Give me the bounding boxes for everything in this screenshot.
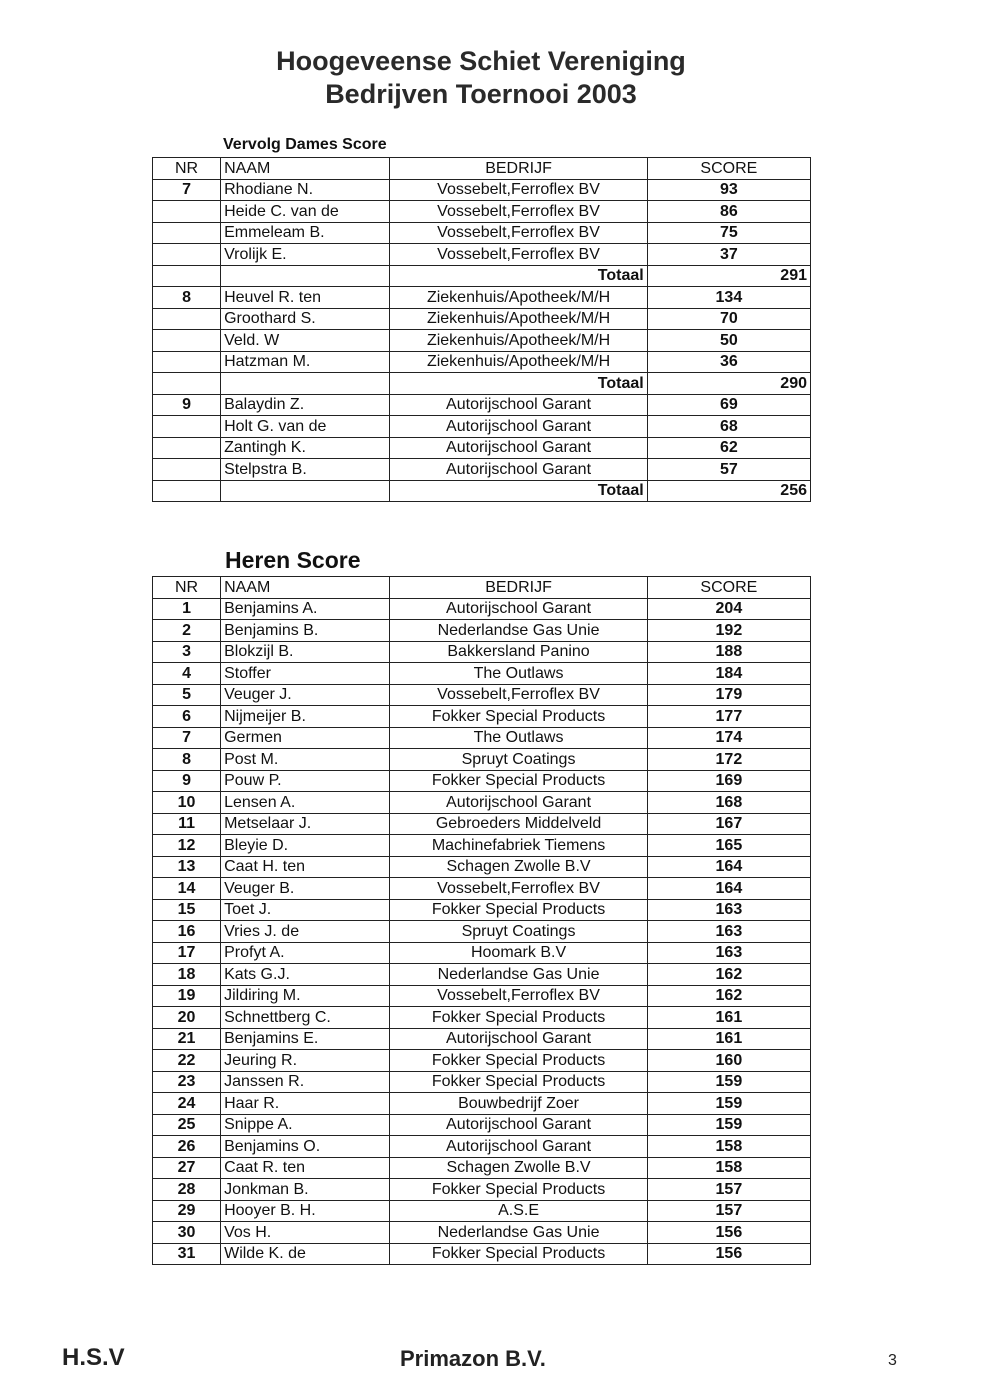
score-cell: 184 [647,663,810,685]
nr-cell: 9 [153,394,221,416]
title-club-name: Hoogeveense Schiet Vereniging [276,46,686,76]
nr-cell: 27 [153,1157,221,1179]
bedrijf-cell: Autorijschool Garant [390,416,647,438]
naam-cell: Caat H. ten [221,856,390,878]
table-row [153,1243,811,1265]
column-header-bedrijf: BEDRIJF [390,158,647,180]
naam-cell: Kats G.J. [221,964,390,986]
bedrijf-cell: Hoomark B.V [390,942,647,964]
bedrijf-cell: Ziekenhuis/Apotheek/M/H [390,351,647,373]
naam-cell: Jeuring R. [221,1050,390,1072]
bedrijf-cell: Schagen Zwolle B.V [390,1157,647,1179]
nr-cell: 1 [153,598,221,620]
table-row [153,749,811,771]
nr-cell: 31 [153,1243,221,1265]
table-row [153,244,811,266]
score-cell: 160 [647,1050,810,1072]
bedrijf-cell: Autorijschool Garant [390,394,647,416]
score-cell: 159 [647,1093,810,1115]
score-cell: 174 [647,727,810,749]
table-row [153,964,811,986]
table-row [153,1007,811,1029]
score-cell: 156 [647,1222,810,1244]
score-cell: 86 [647,201,810,223]
score-cell: 167 [647,813,810,835]
nr-cell: 30 [153,1222,221,1244]
document-title [0,45,962,111]
score-cell: 165 [647,835,810,857]
bedrijf-cell: Ziekenhuis/Apotheek/M/H [390,308,647,330]
score-cell: 37 [647,244,810,266]
naam-cell: Veuger J. [221,684,390,706]
table-row [153,835,811,857]
nr-cell: 7 [153,179,221,201]
column-header-score: SCORE [647,577,810,599]
score-cell: 162 [647,985,810,1007]
table-row [153,459,811,481]
heren-table-body [153,598,811,1265]
team-total-row [153,480,811,502]
bedrijf-cell: Fokker Special Products [390,1007,647,1029]
score-cell: 169 [647,770,810,792]
table-row [153,985,811,1007]
nr-cell [153,308,221,330]
table-row [153,663,811,685]
score-cell: 163 [647,942,810,964]
table-row [153,222,811,244]
bedrijf-cell: Fokker Special Products [390,899,647,921]
dames-score-table [152,157,811,502]
nr-cell: 9 [153,770,221,792]
score-cell: 36 [647,351,810,373]
naam-cell: Veuger B. [221,878,390,900]
table-row [153,201,811,223]
table-row [153,942,811,964]
nr-cell [153,373,221,395]
naam-cell: Vrolijk E. [221,244,390,266]
naam-cell: Blokzijl B. [221,641,390,663]
table-row [153,351,811,373]
score-cell: 162 [647,964,810,986]
team-total-row [153,373,811,395]
naam-cell: Pouw P. [221,770,390,792]
table-row [153,1050,811,1072]
naam-cell: Hatzman M. [221,351,390,373]
nr-cell [153,416,221,438]
score-cell: 159 [647,1071,810,1093]
nr-cell: 5 [153,684,221,706]
bedrijf-cell: Autorijschool Garant [390,1028,647,1050]
table-row [153,620,811,642]
naam-cell [221,265,390,287]
table-row [153,598,811,620]
column-header-nr: NR [153,577,221,599]
table-row [153,684,811,706]
score-cell: 164 [647,878,810,900]
bedrijf-cell: Autorijschool Garant [390,598,647,620]
table-row [153,1071,811,1093]
bedrijf-cell: Vossebelt,Ferroflex BV [390,222,647,244]
score-cell: 161 [647,1028,810,1050]
table-row [153,856,811,878]
title-tournament: Bedrijven Toernooi 2003 [325,79,637,109]
nr-cell: 15 [153,899,221,921]
column-header-naam: NAAM [221,577,390,599]
nr-cell: 16 [153,921,221,943]
score-cell: 163 [647,921,810,943]
bedrijf-cell: Autorijschool Garant [390,1136,647,1158]
table-row [153,792,811,814]
nr-cell: 19 [153,985,221,1007]
naam-cell: Lensen A. [221,792,390,814]
score-cell: 62 [647,437,810,459]
bedrijf-cell: Nederlandse Gas Unie [390,1222,647,1244]
naam-cell: Stelpstra B. [221,459,390,481]
naam-cell: Jildiring M. [221,985,390,1007]
column-header-nr: NR [153,158,221,180]
table-row [153,813,811,835]
nr-cell: 8 [153,749,221,771]
bedrijf-cell: Autorijschool Garant [390,792,647,814]
score-cell: 204 [647,598,810,620]
score-cell: 75 [647,222,810,244]
footer-club-abbreviation: H.S.V [62,1344,125,1371]
nr-cell: 25 [153,1114,221,1136]
nr-cell: 6 [153,706,221,728]
nr-cell [153,351,221,373]
bedrijf-cell: Spruyt Coatings [390,749,647,771]
bedrijf-cell: Vossebelt,Ferroflex BV [390,985,647,1007]
bedrijf-cell: Fokker Special Products [390,1050,647,1072]
dames-table-body [153,179,811,502]
naam-cell: Groothard S. [221,308,390,330]
nr-cell: 21 [153,1028,221,1050]
column-header-naam: NAAM [221,158,390,180]
nr-cell [153,437,221,459]
table-row [153,394,811,416]
nr-cell: 23 [153,1071,221,1093]
table-row [153,1200,811,1222]
score-cell: 188 [647,641,810,663]
score-cell: 156 [647,1243,810,1265]
table-row [153,416,811,438]
naam-cell: Vries J. de [221,921,390,943]
table-row [153,641,811,663]
naam-cell: Nijmeijer B. [221,706,390,728]
table-row [153,727,811,749]
nr-cell [153,201,221,223]
naam-cell: Balaydin Z. [221,394,390,416]
score-cell: 93 [647,179,810,201]
score-cell: 172 [647,749,810,771]
bedrijf-cell: Machinefabriek Tiemens [390,835,647,857]
bedrijf-cell: Fokker Special Products [390,1071,647,1093]
footer-sponsor: Primazon B.V. [400,1346,546,1371]
heren-section-label: Heren Score [225,547,361,573]
naam-cell: Stoffer [221,663,390,685]
bedrijf-cell: Ziekenhuis/Apotheek/M/H [390,330,647,352]
naam-cell: Zantingh K. [221,437,390,459]
heren-score-table [152,576,811,1265]
table-header-row [153,577,811,599]
naam-cell: Haar R. [221,1093,390,1115]
table-row [153,1157,811,1179]
team-total-row [153,265,811,287]
team-total-value: 291 [647,265,810,287]
team-total-value: 290 [647,373,810,395]
table-row [153,330,811,352]
naam-cell: Benjamins A. [221,598,390,620]
naam-cell: Vos H. [221,1222,390,1244]
score-cell: 134 [647,287,810,309]
nr-cell: 7 [153,727,221,749]
bedrijf-cell: Vossebelt,Ferroflex BV [390,201,647,223]
score-cell: 68 [647,416,810,438]
nr-cell: 12 [153,835,221,857]
score-cell: 57 [647,459,810,481]
score-cell: 179 [647,684,810,706]
bedrijf-cell: Autorijschool Garant [390,1114,647,1136]
table-row [153,706,811,728]
bedrijf-cell: The Outlaws [390,727,647,749]
nr-cell [153,244,221,266]
bedrijf-cell: Autorijschool Garant [390,459,647,481]
score-cell: 163 [647,899,810,921]
naam-cell: Emmeleam B. [221,222,390,244]
table-row [153,770,811,792]
bedrijf-cell: Fokker Special Products [390,1243,647,1265]
score-cell: 164 [647,856,810,878]
nr-cell: 8 [153,287,221,309]
nr-cell [153,480,221,502]
score-cell: 69 [647,394,810,416]
naam-cell: Holt G. van de [221,416,390,438]
naam-cell: Snippe A. [221,1114,390,1136]
naam-cell [221,373,390,395]
nr-cell [153,265,221,287]
naam-cell: Hooyer B. H. [221,1200,390,1222]
table-row [153,921,811,943]
score-cell: 70 [647,308,810,330]
table-row [153,1136,811,1158]
naam-cell: Germen [221,727,390,749]
team-total-value: 256 [647,480,810,502]
nr-cell: 29 [153,1200,221,1222]
naam-cell: Caat R. ten [221,1157,390,1179]
nr-cell: 26 [153,1136,221,1158]
score-cell: 168 [647,792,810,814]
table-row [153,179,811,201]
naam-cell: Veld. W [221,330,390,352]
naam-cell: Profyt A. [221,942,390,964]
nr-cell: 22 [153,1050,221,1072]
naam-cell: Metselaar J. [221,813,390,835]
total-label: Totaal [390,480,647,502]
nr-cell: 11 [153,813,221,835]
naam-cell [221,480,390,502]
bedrijf-cell: Vossebelt,Ferroflex BV [390,878,647,900]
nr-cell: 18 [153,964,221,986]
score-cell: 192 [647,620,810,642]
bedrijf-cell: Nederlandse Gas Unie [390,964,647,986]
bedrijf-cell: Vossebelt,Ferroflex BV [390,244,647,266]
table-row [153,437,811,459]
bedrijf-cell: Fokker Special Products [390,706,647,728]
table-row [153,308,811,330]
bedrijf-cell: Ziekenhuis/Apotheek/M/H [390,287,647,309]
bedrijf-cell: Schagen Zwolle B.V [390,856,647,878]
naam-cell: Benjamins B. [221,620,390,642]
bedrijf-cell: Bouwbedrijf Zoer [390,1093,647,1115]
naam-cell: Wilde K. de [221,1243,390,1265]
table-row [153,287,811,309]
nr-cell [153,459,221,481]
table-row [153,1028,811,1050]
table-row [153,1179,811,1201]
table-row [153,878,811,900]
naam-cell: Heuvel R. ten [221,287,390,309]
nr-cell: 17 [153,942,221,964]
bedrijf-cell: Bakkersland Panino [390,641,647,663]
bedrijf-cell: Nederlandse Gas Unie [390,620,647,642]
score-cell: 177 [647,706,810,728]
naam-cell: Jonkman B. [221,1179,390,1201]
table-row [153,1222,811,1244]
bedrijf-cell: Fokker Special Products [390,1179,647,1201]
score-cell: 158 [647,1136,810,1158]
nr-cell: 28 [153,1179,221,1201]
nr-cell: 4 [153,663,221,685]
nr-cell: 14 [153,878,221,900]
bedrijf-cell: Spruyt Coatings [390,921,647,943]
table-row [153,1114,811,1136]
naam-cell: Bleyie D. [221,835,390,857]
bedrijf-cell: Fokker Special Products [390,770,647,792]
score-cell: 158 [647,1157,810,1179]
total-label: Totaal [390,373,647,395]
bedrijf-cell: Gebroeders Middelveld [390,813,647,835]
score-cell: 157 [647,1179,810,1201]
naam-cell: Post M. [221,749,390,771]
nr-cell: 20 [153,1007,221,1029]
nr-cell [153,222,221,244]
page-number: 3 [888,1352,897,1369]
bedrijf-cell: Vossebelt,Ferroflex BV [390,684,647,706]
bedrijf-cell: The Outlaws [390,663,647,685]
score-cell: 50 [647,330,810,352]
bedrijf-cell: A.S.E [390,1200,647,1222]
table-row [153,1093,811,1115]
nr-cell: 2 [153,620,221,642]
nr-cell: 3 [153,641,221,663]
bedrijf-cell: Autorijschool Garant [390,437,647,459]
nr-cell [153,330,221,352]
column-header-bedrijf: BEDRIJF [390,577,647,599]
naam-cell: Schnettberg C. [221,1007,390,1029]
nr-cell: 24 [153,1093,221,1115]
total-label: Totaal [390,265,647,287]
naam-cell: Toet J. [221,899,390,921]
score-cell: 161 [647,1007,810,1029]
score-cell: 159 [647,1114,810,1136]
naam-cell: Rhodiane N. [221,179,390,201]
nr-cell: 10 [153,792,221,814]
naam-cell: Heide C. van de [221,201,390,223]
dames-section-label: Vervolg Dames Score [223,136,387,153]
bedrijf-cell: Vossebelt,Ferroflex BV [390,179,647,201]
naam-cell: Benjamins E. [221,1028,390,1050]
naam-cell: Benjamins O. [221,1136,390,1158]
column-header-score: SCORE [647,158,810,180]
table-header-row [153,158,811,180]
score-cell: 157 [647,1200,810,1222]
nr-cell: 13 [153,856,221,878]
naam-cell: Janssen R. [221,1071,390,1093]
table-row [153,899,811,921]
